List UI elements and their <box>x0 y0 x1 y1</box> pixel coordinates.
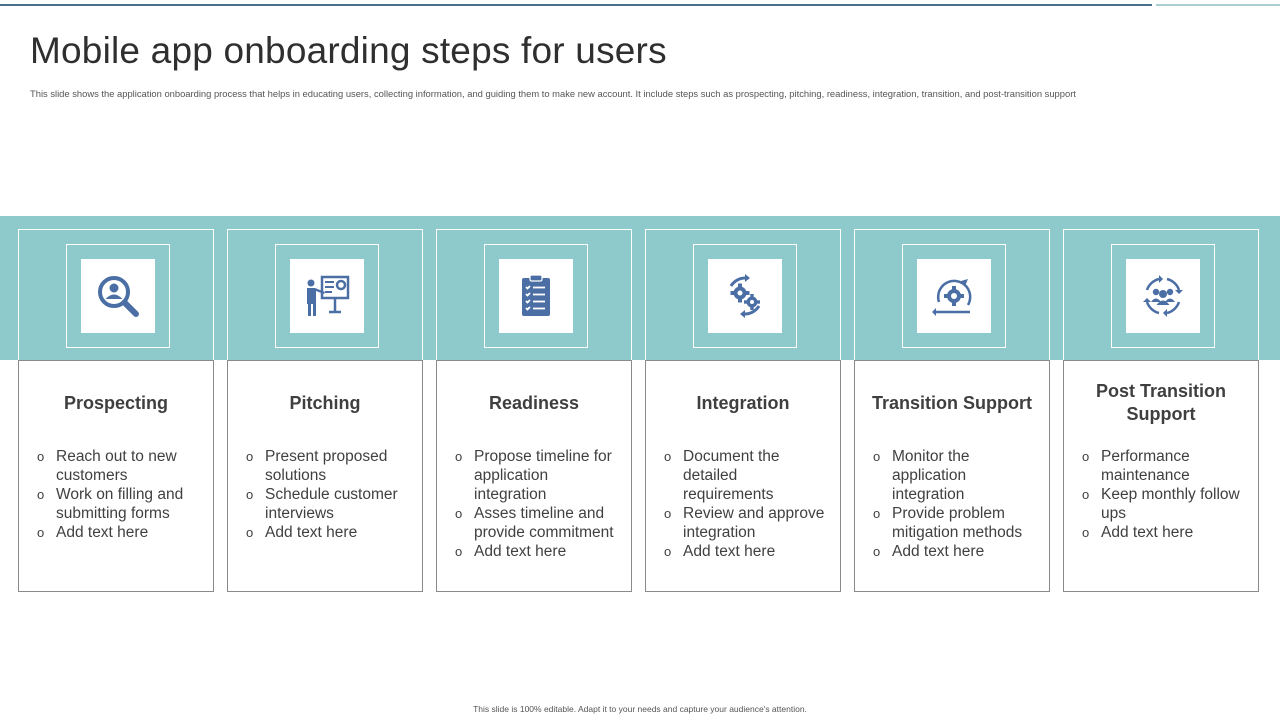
slide-footer: This slide is 100% editable. Adapt it to your needs and capture your audience's attention. <box>473 704 807 714</box>
step-title: Pitching <box>289 392 361 413</box>
bullet-item: o Asses timeline and provide commitment <box>455 504 623 542</box>
icon-frame <box>645 229 841 360</box>
step-integration <box>645 229 841 592</box>
gears-cycle-icon <box>708 259 782 333</box>
step-bullets <box>855 447 1049 561</box>
bullet-item: o Monitor the application integration <box>873 447 1041 504</box>
bullet-item: o Add text here <box>1082 523 1250 542</box>
bullet-item: o Keep monthly follow ups <box>1082 485 1250 523</box>
bullet-item: o Add text here <box>455 542 623 561</box>
step-prospecting <box>18 229 214 592</box>
step-card <box>645 360 841 592</box>
step-card <box>18 360 214 592</box>
bullet-item: o Performance maintenance <box>1082 447 1250 485</box>
step-card <box>436 360 632 592</box>
step-card <box>1063 360 1259 592</box>
step-title: Integration <box>696 392 790 413</box>
step-card <box>227 360 423 592</box>
bullet-item: o Document the detailed requirements <box>664 447 832 504</box>
bullet-item: o Provide problem mitigation methods <box>873 504 1041 542</box>
step-title: Readiness <box>488 392 580 413</box>
step-bullets <box>646 447 840 561</box>
icon-frame <box>227 229 423 360</box>
presentation-icon <box>290 259 364 333</box>
step-card <box>854 360 1050 592</box>
step-readiness <box>436 229 632 592</box>
step-title: Post Transition Support <box>1095 381 1227 424</box>
bullet-item: o Review and approve integration <box>664 504 832 542</box>
bullet-item: o Work on filling and submitting forms <box>37 485 205 523</box>
slide-subtitle: This slide shows the application onboarding process that helps in educating users, collecting information, and guiding them to make new account. It include steps such as prospecting, pitching, readiness, integration, transition, and post-transition support <box>30 88 1076 99</box>
step-transition-support <box>854 229 1050 592</box>
step-bullets <box>437 447 631 561</box>
search-user-icon <box>81 259 155 333</box>
icon-frame <box>1063 229 1259 360</box>
bullet-item: o Add text here <box>246 523 414 542</box>
icon-frame <box>436 229 632 360</box>
bullet-item: o Propose timeline for application integration <box>455 447 623 504</box>
icon-frame <box>854 229 1050 360</box>
bullet-item: o Schedule customer interviews <box>246 485 414 523</box>
step-pitching <box>227 229 423 592</box>
icon-frame <box>18 229 214 360</box>
bullet-item: o Add text here <box>873 542 1041 561</box>
top-rule-accent <box>1156 4 1280 6</box>
bullet-item: o Reach out to new customers <box>37 447 205 485</box>
top-rule <box>0 4 1152 6</box>
step-bullets <box>1064 447 1258 542</box>
step-post-transition-support <box>1063 229 1259 592</box>
step-bullets <box>19 447 213 542</box>
step-title: Transition Support <box>872 392 1032 413</box>
bullet-item: o Add text here <box>664 542 832 561</box>
step-title: Prospecting <box>63 392 169 413</box>
step-bullets <box>228 447 422 542</box>
bullet-item: o Present proposed solutions <box>246 447 414 485</box>
team-cycle-icon <box>1126 259 1200 333</box>
gear-refresh-icon <box>917 259 991 333</box>
bullet-item: o Add text here <box>37 523 205 542</box>
slide-title: Mobile app onboarding steps for users <box>30 30 667 71</box>
clipboard-checklist-icon <box>499 259 573 333</box>
